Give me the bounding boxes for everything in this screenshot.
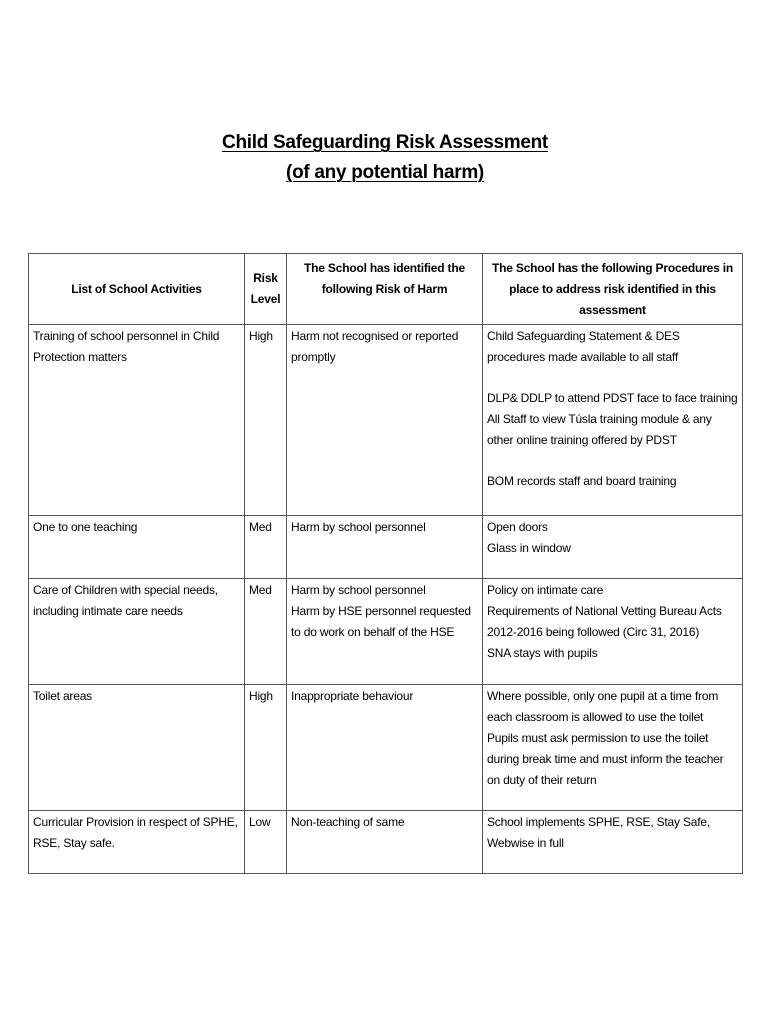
- header-risk-of-harm: The School has identified the following Risk of Harm: [287, 254, 483, 325]
- procedure-line: BOM records staff and board training: [487, 474, 677, 488]
- risk-of-harm-cell: [287, 685, 483, 811]
- harm-line: Inappropriate behaviour: [291, 689, 414, 703]
- risk-of-harm-cell: [287, 579, 483, 685]
- risk-level-cell: Low: [245, 811, 287, 874]
- harm-line: Harm not recognised or reported promptly: [291, 329, 459, 364]
- page-title: [0, 128, 770, 188]
- activity-cell: One to one teaching: [29, 516, 245, 579]
- table-row: [29, 811, 743, 874]
- risk-assessment-table: [28, 253, 743, 874]
- harm-line: Non-teaching of same: [291, 815, 405, 829]
- procedure-line: Pupils must ask permission to use the toilet during break time and must inform the teacher on duty of their return: [487, 731, 724, 787]
- title-line-2: (of any potential harm): [286, 162, 484, 183]
- procedure-line: Glass in window: [487, 541, 571, 555]
- risk-level-cell: High: [245, 325, 287, 516]
- table-row: [29, 579, 743, 685]
- header-risk-level-line2: Level: [250, 292, 281, 306]
- procedure-line: School implements SPHE, RSE, Stay Safe, Webwise in full: [487, 815, 710, 850]
- procedures-cell: [483, 685, 743, 811]
- header-risk-level: [245, 254, 287, 325]
- procedure-line: Child Safeguarding Statement & DES procedures made available to all staff: [487, 329, 680, 364]
- header-risk-level-line1: Risk: [253, 271, 278, 285]
- risk-of-harm-cell: [287, 516, 483, 579]
- harm-line: Harm by school personnel: [291, 583, 426, 597]
- risk-level-cell: High: [245, 685, 287, 811]
- procedure-line: All Staff to view Túsla training module & any other online training offered by PDST: [487, 412, 712, 447]
- header-activities: List of School Activities: [29, 254, 245, 325]
- procedure-line: Policy on intimate care: [487, 583, 604, 597]
- title-line-1: Child Safeguarding Risk Assessment: [222, 132, 548, 153]
- table-row: [29, 516, 743, 579]
- procedures-cell: [483, 516, 743, 579]
- harm-line: Harm by HSE personnel requested to do work on behalf of the HSE: [291, 604, 471, 639]
- risk-level-cell: Med: [245, 516, 287, 579]
- procedure-line: Where possible, only one pupil at a time from each classroom is allowed to use the toilet: [487, 689, 719, 724]
- procedure-line: Open doors: [487, 520, 548, 534]
- activity-cell: Training of school personnel in Child Protection matters: [29, 325, 245, 516]
- activity-cell: Care of Children with special needs, including intimate care needs: [29, 579, 245, 685]
- harm-line: Harm by school personnel: [291, 520, 426, 534]
- procedures-cell: [483, 811, 743, 874]
- risk-of-harm-cell: [287, 325, 483, 516]
- activity-cell: Toilet areas: [29, 685, 245, 811]
- table-row: [29, 325, 743, 516]
- activity-cell: Curricular Provision in respect of SPHE, RSE, Stay safe.: [29, 811, 245, 874]
- risk-of-harm-cell: [287, 811, 483, 874]
- procedure-line: Requirements of National Vetting Bureau Acts 2012-2016 being followed (Circ 31, 2016): [487, 604, 722, 639]
- risk-level-cell: Med: [245, 579, 287, 685]
- procedure-line: DLP& DDLP to attend PDST face to face training: [487, 391, 738, 405]
- table-header-row: [29, 254, 743, 325]
- procedures-cell: [483, 579, 743, 685]
- procedure-line: SNA stays with pupils: [487, 646, 598, 660]
- table-row: [29, 685, 743, 811]
- procedures-cell: [483, 325, 743, 516]
- header-procedures: The School has the following Procedures in place to address risk identified in this assessment: [483, 254, 743, 325]
